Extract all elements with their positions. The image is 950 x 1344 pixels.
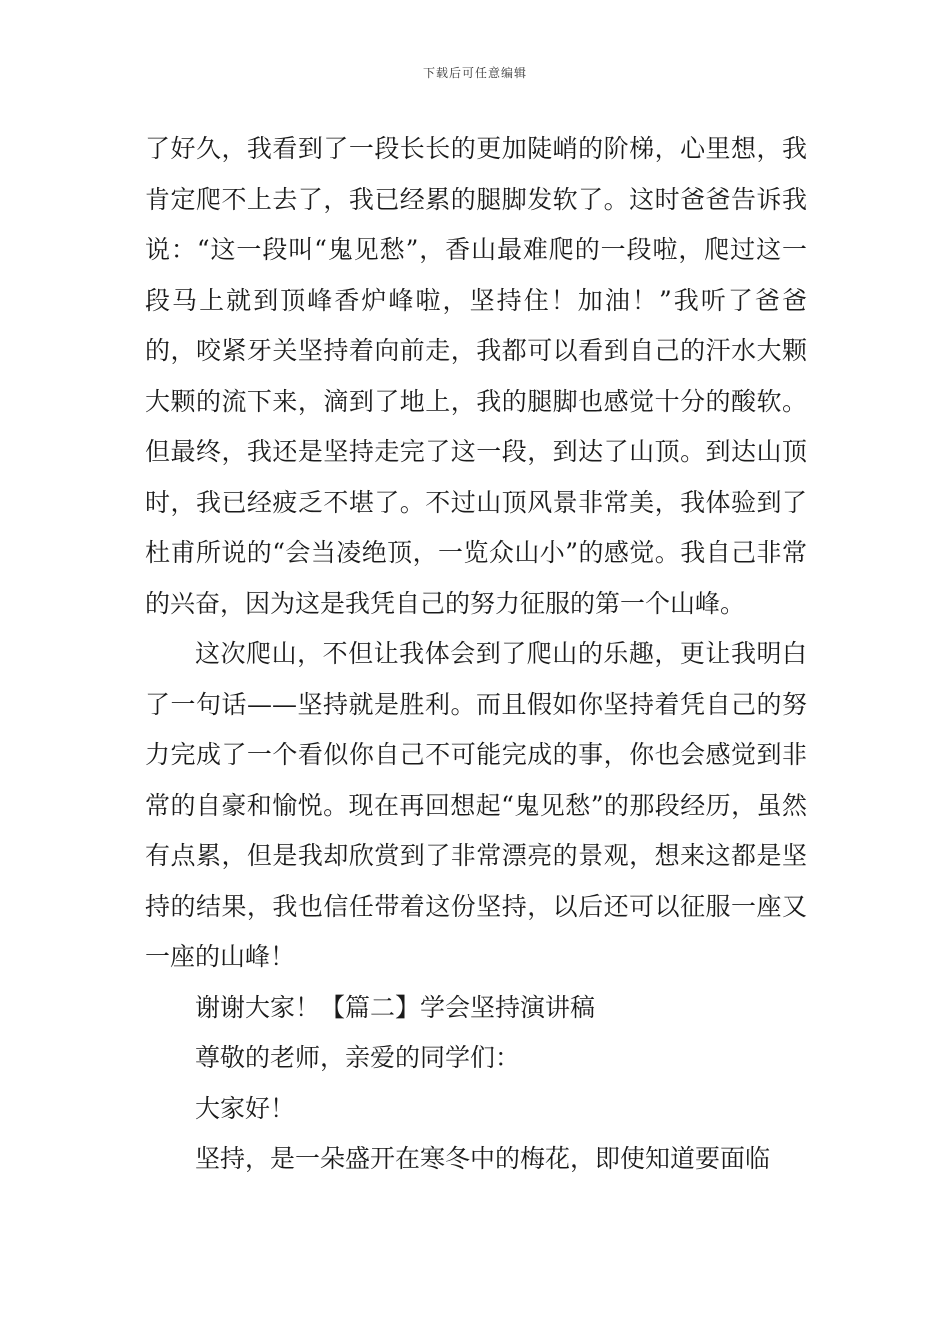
page-header: 下载后可任意编辑 bbox=[422, 66, 527, 80]
paragraph-climb-story: 了好久，我看到了一段长长的更加陡峭的阶梯，心里想，我肯定爬不上去了，我已经累的腿脚发软了。这时爸爸告诉我说：“这一段叫“鬼见愁”，香山最难爬的一段啦，爬过这一段马上就到顶峰香炉峰啦，坚持住！加油！”我听了爸爸的，咬紧牙关坚持着向前走，我都可以看到自己的汗水大颗大颗的流下来，滴到了地上，我的腿脚也感觉十分的酸软。但最终，我还是坚持走完了这一段，到达了山顶。到达山顶时，我已经疲乏不堪了。不过山顶风景非常美，我体验到了杜甫所说的“会当凌绝顶，一览众山小”的感觉。我自己非常的兴奋，因为这是我凭自己的努力征服的第一个山峰。 bbox=[145, 134, 807, 618]
paragraph-opening-line: 坚持，是一朵盛开在寒冬中的梅花，即使知道要面临 bbox=[195, 1144, 771, 1173]
document-body bbox=[145, 124, 807, 1185]
paragraph-thanks-and-title: 谢谢大家！【篇二】学会坚持演讲稿 bbox=[195, 992, 596, 1022]
paragraph-reflection: 这次爬山，不但让我体会到了爬山的乐趣，更让我明白了一句话——坚持就是胜利。而且假如你坚持着凭自己的努力完成了一个看似你自己不可能完成的事，你也会感觉到非常的自豪和愉悦。现在再回想起“鬼见愁”的那段经历，虽然有点累，但是我却欣赏到了非常漂亮的景观，想来这都是坚持的结果，我也信任带着这份坚持，以后还可以征服一座又一座的山峰！ bbox=[145, 639, 807, 971]
paragraph-salutation: 尊敬的老师，亲爱的同学们： bbox=[195, 1043, 521, 1072]
paragraph-greeting: 大家好！ bbox=[195, 1093, 296, 1123]
